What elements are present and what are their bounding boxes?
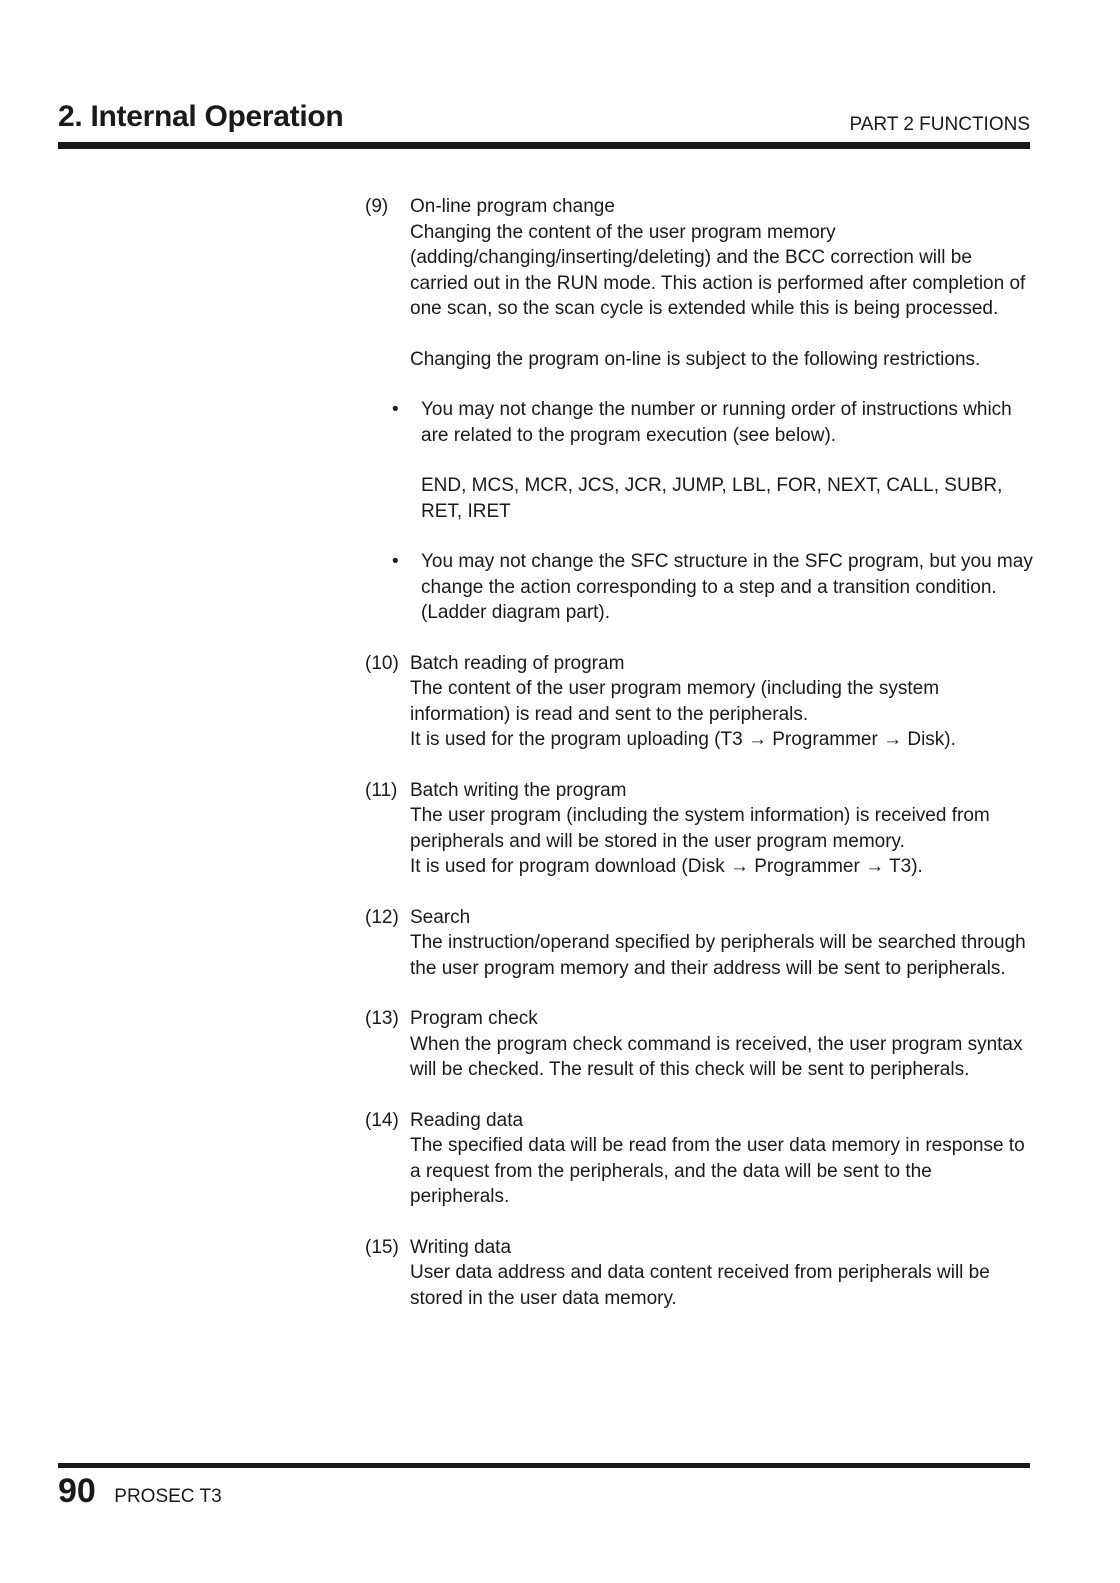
footer-rule (58, 1463, 1030, 1468)
list-item-11 (365, 778, 1035, 880)
page-footer (58, 1472, 222, 1511)
item-number: (10) (365, 652, 399, 674)
instruction-list: END, MCS, MCR, JCS, JCR, JUMP, LBL, FOR, NEXT, CALL, SUBR, RET, IRET (421, 475, 1003, 522)
list-item-14 (365, 1108, 1035, 1210)
item-text: The specified data will be read from the user data memory in response to a request from the peripherals, and the data will be sent to the peripherals. (410, 1135, 1025, 1207)
list-item-12 (365, 905, 1035, 982)
bullet-text: You may not change the SFC structure in the SFC program, but you may change the action corresponding to a step and a transition condition. (Ladder diagram part). (421, 551, 1033, 623)
page-number: 90 (58, 1472, 96, 1510)
item-title: Batch reading of program (410, 652, 625, 674)
item-text: The instruction/operand specified by peripherals will be searched through the user program memory and their address will be sent to peripherals. (410, 932, 1026, 979)
item-number: (11) (365, 779, 398, 801)
item-text: It is used for the program uploading (T3 → Programmer → Disk). (410, 729, 956, 750)
list-item-10 (365, 651, 1035, 753)
list-item-13 (365, 1006, 1035, 1083)
bullet-item (392, 549, 1035, 626)
list-item-9 (365, 194, 1035, 626)
item-title: Batch writing the program (410, 779, 627, 801)
item-number: (15) (365, 1236, 399, 1258)
item-number: (13) (365, 1008, 399, 1029)
header-rule (58, 142, 1030, 149)
bullet-item (392, 397, 1035, 524)
item-text: It is used for program download (Disk → Programmer → T3). (410, 856, 923, 877)
page-header (58, 96, 1030, 136)
product-name: PROSEC T3 (114, 1486, 222, 1507)
item-title: Writing data (410, 1236, 512, 1258)
item-text: User data address and data content received from peripherals will be stored in the user data memory. (410, 1262, 990, 1309)
item-text: The content of the user program memory (including the system information) is read and sent to the peripherals. (410, 678, 940, 725)
part-label: PART 2 FUNCTIONS (849, 114, 1030, 135)
item-number: (12) (365, 906, 399, 928)
item-paragraph: Changing the content of the user program memory (adding/changing/inserting/deleting) and the BCC correction will be carried out in the RUN mode. This action is performed after completion of one scan, so the scan cycle is extended while this is being processed. (410, 221, 1026, 319)
bullet-icon: • (392, 551, 399, 572)
item-title: Reading data (410, 1109, 524, 1131)
item-paragraph: Changing the program on-line is subject to the following restrictions. (410, 348, 981, 370)
item-title: Program check (410, 1008, 538, 1029)
item-text: When the program check command is received, the user program syntax will be checked. The result of this check will be sent to peripherals. (410, 1033, 1023, 1080)
item-title: On-line program change (410, 196, 615, 217)
item-title: Search (410, 906, 471, 928)
item-text: The user program (including the system information) is received from peripherals and will be stored in the user program memory. (410, 805, 990, 852)
bullet-icon: • (392, 399, 399, 420)
item-number: (14) (365, 1109, 399, 1131)
page-content (365, 194, 1035, 1336)
list-item-15 (365, 1235, 1035, 1312)
bullet-text: You may not change the number or running order of instructions which are related to the program execution (see below). (421, 399, 1012, 446)
item-number: (9) (365, 196, 389, 217)
section-title: 2. Internal Operation (58, 100, 344, 133)
